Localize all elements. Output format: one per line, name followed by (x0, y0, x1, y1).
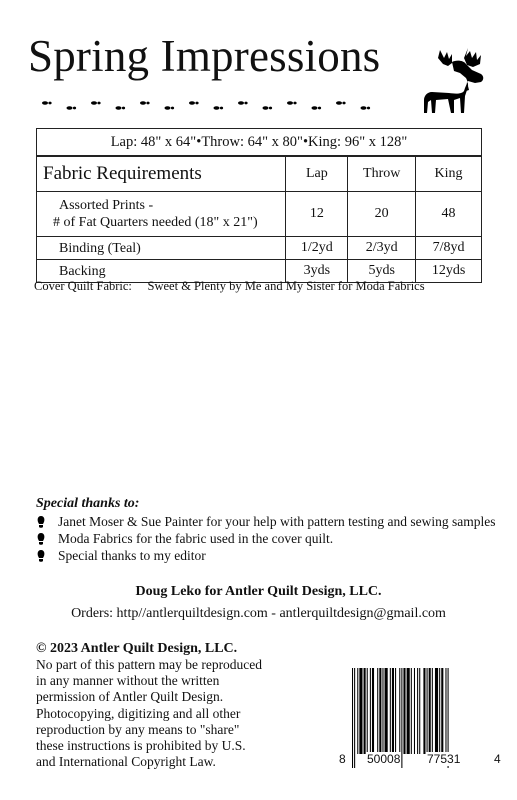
cell-lap: 12 (286, 192, 348, 237)
table-row (37, 237, 482, 260)
copyright-notice (36, 657, 306, 770)
row-label: Backing (37, 260, 286, 283)
table-header-row (37, 157, 482, 192)
cell-king: 7/8yd (416, 237, 482, 260)
copyright-line: and International Copyright Law. (36, 754, 216, 770)
cell-throw: 20 (348, 192, 416, 237)
orders-line: Orders: http//antlerquiltdesign.com - antlerquiltdesign@gmail.com (71, 606, 446, 621)
barcode-digits-right: 77531 (427, 752, 461, 766)
copyright-line: in any manner without the written (36, 673, 220, 689)
cover-fabric-line (34, 279, 425, 294)
page-title: Spring Impressions (28, 31, 381, 81)
footprint-tracks-icon (38, 98, 378, 112)
cell-lap: 1/2yd (286, 237, 348, 260)
size-separator: • (302, 133, 309, 150)
copyright-line: reproduction by any means to "share" (36, 721, 240, 737)
column-header-king: King (416, 157, 482, 192)
row-label: Binding (Teal) (37, 237, 286, 260)
cell-throw: 5yds (348, 260, 416, 283)
footprint-bullet-icon (36, 550, 46, 562)
barcode-digit-check: 4 (494, 752, 501, 766)
thanks-item: Janet Moser & Sue Painter for your help with pattern testing and sewing samples (58, 514, 496, 529)
row-label (37, 192, 286, 237)
footprint-bullet-icon (36, 516, 46, 528)
copyright-line: Photocopying, digitizing and all other (36, 705, 241, 721)
size-king: King: 96" x 128" (308, 133, 408, 150)
copyright-line: these instructions is prohibited by U.S. (36, 738, 246, 754)
table-title: Fabric Requirements (37, 157, 286, 192)
cover-fabric-label: Cover Quilt Fabric: (34, 279, 132, 293)
row-label-line: Assorted Prints - (59, 198, 154, 213)
copyright-heading: © 2023 Antler Quilt Design, LLC. (36, 641, 238, 656)
list-item (36, 514, 496, 530)
cell-throw: 2/3yd (348, 237, 416, 260)
copyright-line: No part of this pattern may be reproduced (36, 657, 263, 672)
cell-king: 12yds (416, 260, 482, 283)
fabric-requirements-table (36, 156, 482, 283)
thanks-item: Special thanks to my editor (58, 548, 206, 563)
designer-credit: Doug Leko for Antler Quilt Design, LLC. (135, 584, 382, 599)
cell-king: 48 (416, 192, 482, 237)
table-row (37, 192, 482, 237)
barcode-digit-lead: 8 (339, 752, 346, 766)
moose-logo-icon (418, 44, 490, 114)
quilt-sizes-bar (36, 128, 482, 156)
row-label-line: # of Fat Quarters needed (18" x 21") (53, 215, 258, 230)
list-item (36, 531, 333, 547)
cell-lap: 3yds (286, 260, 348, 283)
thanks-item: Moda Fabrics for the fabric used in the cover quilt. (58, 531, 334, 546)
copyright-line: permission of Antler Quilt Design. (36, 689, 224, 705)
size-throw: Throw: 64" x 80" (201, 133, 303, 150)
column-header-lap: Lap (286, 157, 348, 192)
column-header-throw: Throw (348, 157, 416, 192)
size-separator: • (196, 133, 202, 150)
list-item (36, 548, 206, 564)
footprint-bullet-icon (36, 533, 46, 545)
barcode-digits-left: 50008 (367, 752, 401, 766)
cover-fabric-value: Sweet & Plenty by Me and My Sister for Moda Fabrics (147, 279, 425, 293)
thanks-heading: Special thanks to: (36, 496, 140, 511)
size-lap: Lap: 48" x 64" (110, 133, 197, 150)
